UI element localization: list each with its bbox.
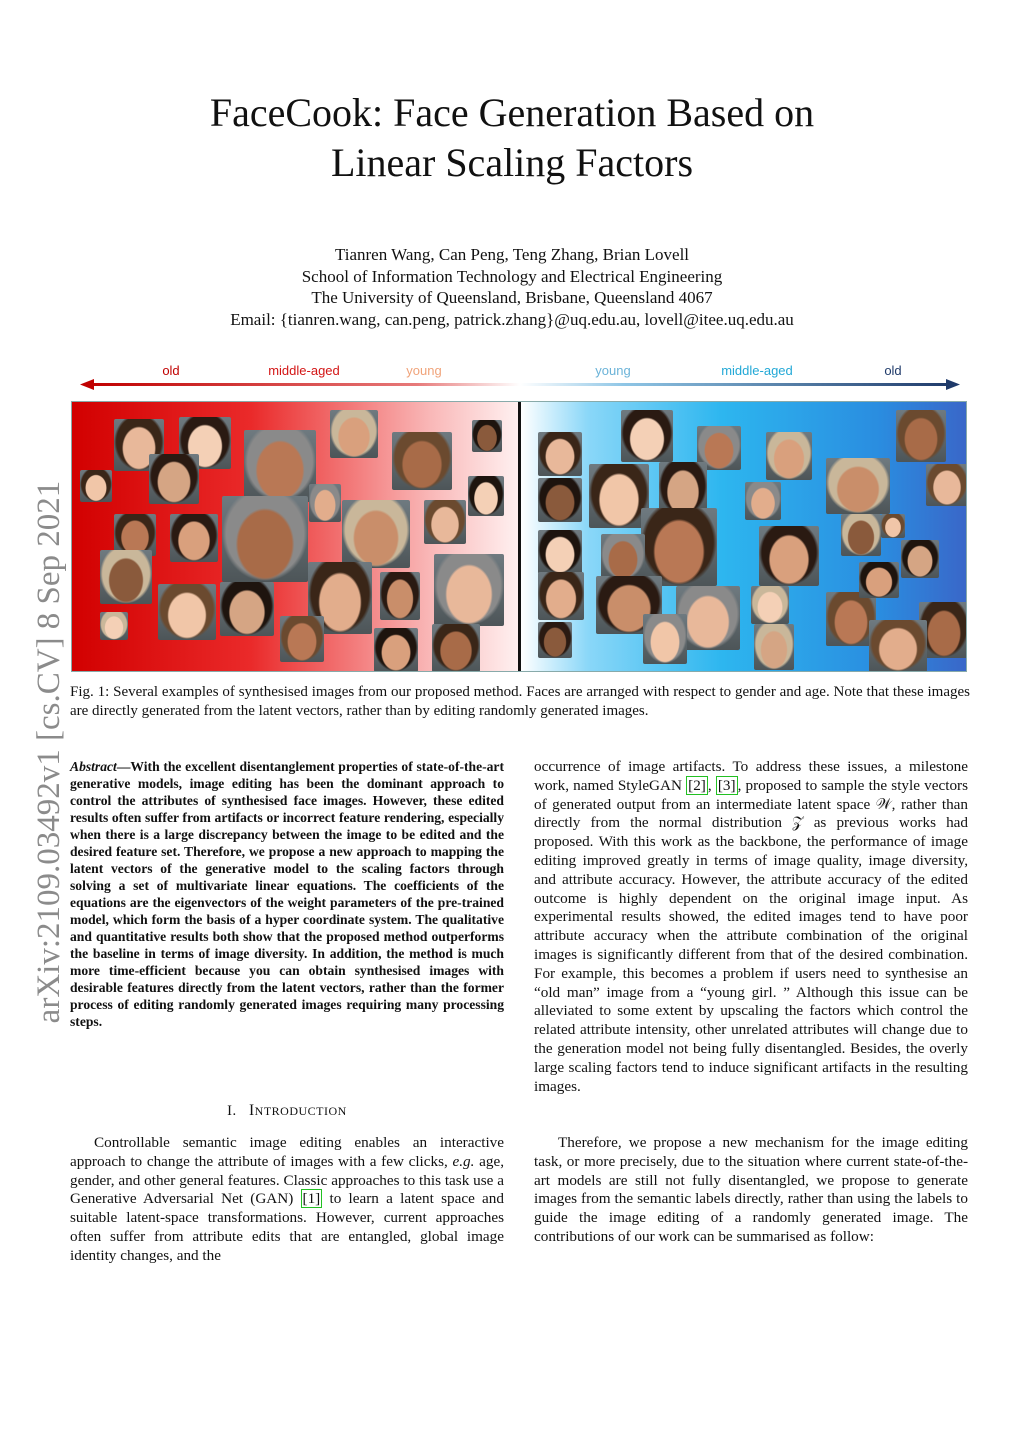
arrow-left-head — [80, 379, 94, 390]
section-heading-rest: NTRODUCTION — [254, 1104, 347, 1118]
male-face-thumbnail — [538, 530, 582, 574]
citation-separator: , — [707, 776, 716, 794]
abstract-dash: — — [116, 759, 131, 774]
right-text-c: , rather than directly from the normal distribution — [534, 795, 968, 832]
male-face-thumbnail — [643, 614, 687, 664]
male-face-thumbnail — [896, 410, 946, 462]
female-face-thumbnail — [342, 500, 410, 568]
abstract — [70, 758, 504, 1030]
female-face-thumbnail — [434, 554, 504, 626]
female-face-thumbnail — [330, 410, 378, 458]
male-face-thumbnail — [826, 458, 890, 514]
abstract-label: Abstract — [70, 759, 117, 774]
arrow-right-head — [946, 379, 960, 390]
male-face-thumbnail — [538, 572, 584, 620]
title-line-2: Linear Scaling Factors — [330, 140, 694, 185]
male-face-thumbnail — [641, 508, 717, 586]
female-face-thumbnail — [170, 514, 218, 562]
female-face-thumbnail — [380, 572, 420, 620]
intro-eg: e.g. — [452, 1152, 475, 1170]
female-face-thumbnail — [374, 628, 418, 672]
female-face-thumbnail — [100, 550, 152, 604]
title-line-1: FaceCook: Face Generation Based on — [209, 90, 815, 135]
female-face-thumbnail — [392, 432, 452, 490]
age-axis-line — [90, 383, 950, 386]
male-face-thumbnail — [754, 624, 794, 670]
female-face-thumbnail — [80, 470, 112, 502]
section-number: I. — [227, 1103, 237, 1119]
right-column-paragraph-2: Therefore, we propose a new mechanism for the image editing task, or more precisely, due to the situation where current state-of-the-art models are still not fully disentangled, we propose to generate images from the semantic labels directly, rather than using the labels to guide the image editing of a randomly generated image. The contributions of our work can be summarised as follow: — [534, 1134, 968, 1245]
male-faces-panel — [521, 402, 967, 671]
male-face-thumbnail — [926, 464, 967, 506]
female-face-thumbnail — [158, 584, 216, 640]
face-grid-figure — [71, 401, 967, 672]
female-face-thumbnail — [222, 496, 308, 582]
female-faces-panel — [72, 402, 519, 671]
female-face-thumbnail — [432, 624, 480, 672]
male-face-thumbnail — [538, 432, 582, 476]
male-face-thumbnail — [538, 478, 582, 522]
section-heading-introduction — [70, 1102, 504, 1120]
intro-text-a: Controllable semantic image editing enables an interactive approach to change the attribute of images with a few clicks, — [70, 1134, 504, 1170]
symbol-z-distribution: 𝒵 — [792, 814, 804, 832]
male-face-thumbnail — [869, 620, 927, 672]
authors: Tianren Wang, Can Peng, Teng Zhang, Brian Lovell — [334, 245, 690, 264]
male-face-thumbnail — [841, 514, 881, 556]
citation-link-2[interactable]: [2] — [688, 776, 706, 794]
right-text-b: , proposed to sample the style vectors of generated output from an intermediate latent space — [534, 776, 969, 813]
symbol-w-space: 𝒲 — [875, 795, 892, 813]
affiliation-school: School of Information Technology and Electrical Engineering — [301, 266, 723, 286]
label-right-young: young — [595, 363, 631, 378]
citation-link-3[interactable]: [3] — [717, 776, 736, 794]
male-face-thumbnail — [759, 526, 819, 586]
male-face-thumbnail — [766, 432, 812, 480]
intro-text-b: age, gender, and other general features. Classic approaches to this task use a Generative Adversarial Net (GAN) — [70, 1152, 504, 1208]
male-face-thumbnail — [901, 540, 939, 578]
figure-caption: Fig. 1: Several examples of synthesised images from our proposed method. Faces are arranged with respect to gender and age. Note that these images are directly generated from the latent vectors, rather than by editing randomly generated images. — [70, 684, 970, 719]
label-right-old: old — [884, 363, 902, 378]
label-left-old: old — [162, 363, 180, 378]
intro-paragraph-1 — [70, 1134, 504, 1266]
right-text-d: as previous works had proposed. With this work as the backbone, the performance of image editing improved greatly in terms of image quality, image diversity, and attribute accuracy. However, the attribute accuracy of the edited outcome is highly dependent on the original image input. As experimental results showed, the edited images tend to have poor attribute accuracy when the attribute combination of the original images is significantly different from that of the desired combination. For example, this becomes a problem if users need to synthesise an “old man” image from a “young girl. ” Although this issue can be alleviated to some extent by upscaling the factors which control the related attribute intensity, other unrelated attributes will change due to the generation model not being fully disentangled. Besides, the overly large scaling factors tend to induce significant artifacts in the resulting images. — [534, 814, 969, 1095]
female-face-thumbnail — [280, 616, 324, 662]
female-face-thumbnail — [472, 420, 502, 452]
intro-text-c: to learn a latent space and suitable latent-space transformations. However, current approaches often suffer from attribute edits that are entangled, global image identity changes, and the — [70, 1190, 504, 1264]
male-face-thumbnail — [881, 514, 905, 538]
paper-title — [0, 88, 1024, 188]
female-face-thumbnail — [424, 500, 466, 544]
author-block — [0, 244, 1024, 330]
right-text-a: occurrence of image artifacts. To address these issues, a milestone work, named StyleGAN — [534, 758, 968, 794]
male-face-thumbnail — [589, 464, 649, 528]
label-right-middle-aged: middle-aged — [721, 363, 793, 378]
male-face-thumbnail — [745, 482, 781, 520]
affiliation-university: The University of Queensland, Brisbane, Queensland 4067 — [311, 288, 713, 307]
female-face-thumbnail — [244, 430, 316, 502]
arxiv-watermark: arXiv:2109.03492v1 [cs.CV] 8 Sep 2021 — [31, 480, 67, 1024]
age-axis — [72, 358, 968, 398]
male-face-thumbnail — [751, 586, 789, 624]
male-face-thumbnail — [621, 410, 673, 462]
female-face-thumbnail — [309, 484, 341, 522]
author-emails: Email: {tianren.wang, can.peng, patrick.zhang}@uq.edu.au, lovell@itee.uq.edu.au — [230, 309, 794, 329]
male-face-thumbnail — [601, 534, 645, 580]
abstract-text: With the excellent disentanglement properties of state-of-the-art generative models, image editing has been the dominant approach to control the attributes of synthesised face images. However, these edited results often suffer from artifacts or incorrect feature rendering, especially when there is a large discrepancy between the image to be edited and the desired feature set. Therefore, we propose a new approach to mapping the latent vectors of the generative model to the scaling factors through solving a set of multivariate linear equations. The coefficients of the equations are the eigenvectors of the weight parameters of the pre-trained model, which form the basis of a hyper coordinate system. The qualitative and quantitative results both show that the proposed method outperforms the baseline in terms of image diversity. In addition, the method is much more time-efficient because you can obtain synthesised images with desirable features directly from the latent vectors, rather than the former process of editing randomly generated images requiring many processing steps. — [70, 759, 504, 1029]
section-heading-cap: I — [249, 1102, 255, 1119]
label-left-young: young — [406, 363, 442, 378]
male-face-thumbnail — [859, 562, 899, 598]
female-face-thumbnail — [468, 476, 504, 516]
citation-link-1[interactable]: [1] — [302, 1190, 321, 1208]
female-face-thumbnail — [149, 454, 199, 504]
male-face-thumbnail — [538, 622, 572, 658]
panel-divider — [518, 402, 521, 671]
female-face-thumbnail — [100, 612, 128, 640]
female-face-thumbnail — [220, 582, 274, 636]
label-left-middle-aged: middle-aged — [268, 363, 340, 378]
right-column-paragraph-1 — [534, 758, 968, 1096]
